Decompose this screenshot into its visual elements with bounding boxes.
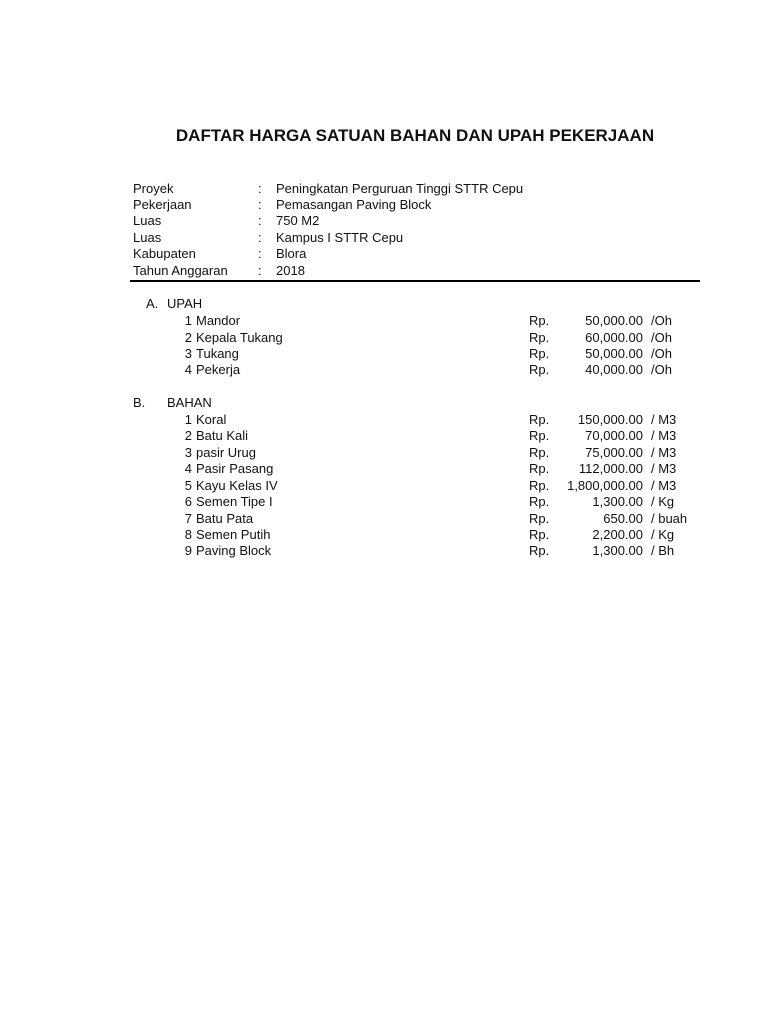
info-value-kabupaten: Blora (276, 246, 307, 261)
item-currency: Rp. (529, 543, 550, 558)
item-number: 2 (184, 428, 192, 443)
item-currency: Rp. (529, 511, 550, 526)
item-name: Semen Tipe I (196, 494, 273, 509)
item-number: 4 (184, 461, 192, 476)
item-unit: /Oh (651, 362, 672, 377)
item-currency: Rp. (529, 330, 550, 345)
item-unit: /Oh (651, 330, 672, 345)
item-number: 8 (184, 527, 192, 542)
info-label-luas: Luas (133, 213, 162, 228)
item-price: 150,000.00 (577, 412, 643, 427)
item-price: 112,000.00 (578, 461, 643, 476)
item-currency: Rp. (529, 527, 550, 542)
info-colon: : (258, 181, 262, 196)
item-currency: Rp. (529, 428, 550, 443)
item-name: Mandor (196, 313, 241, 328)
info-colon: : (258, 213, 262, 228)
info-colon: : (258, 230, 262, 245)
item-unit: / buah (651, 511, 688, 526)
item-currency: Rp. (529, 412, 550, 427)
item-number: 9 (184, 543, 192, 558)
item-price: 75,000.00 (585, 445, 643, 460)
item-name: Pekerja (196, 362, 241, 377)
item-name: Koral (196, 412, 227, 427)
item-currency: Rp. (529, 346, 550, 361)
item-currency: Rp. (529, 494, 550, 509)
item-price: 60,000.00 (585, 330, 643, 345)
item-unit: /Oh (651, 313, 672, 328)
info-label-proyek: Proyek (133, 181, 174, 196)
item-name: Kayu Kelas IV (196, 478, 278, 493)
item-price: 650.00 (603, 511, 643, 526)
item-price: 40,000.00 (585, 362, 643, 377)
item-price: 1,300.00 (592, 543, 643, 558)
item-number: 3 (184, 346, 192, 361)
item-name: Paving Block (196, 543, 272, 558)
info-colon: : (258, 246, 262, 261)
item-number: 1 (184, 313, 192, 328)
item-unit: / Bh (651, 543, 675, 558)
info-value-tahun: 2018 (276, 263, 305, 278)
item-currency: Rp. (529, 478, 550, 493)
info-label-lokasi: Luas (133, 230, 162, 245)
section-b-title: BAHAN (167, 395, 212, 410)
info-colon: : (258, 197, 262, 212)
item-currency: Rp. (529, 313, 550, 328)
item-name: pasir Urug (196, 445, 256, 460)
item-number: 2 (184, 330, 192, 345)
info-value-proyek: Peningkatan Perguruan Tinggi STTR Cepu (276, 181, 524, 196)
info-value-pekerjaan: Pemasangan Paving Block (276, 197, 432, 212)
item-price: 1,800,000.00 (567, 478, 643, 493)
item-name: Semen Putih (196, 527, 271, 542)
item-name: Batu Pata (196, 511, 254, 526)
header-divider (130, 280, 700, 282)
info-label-kabupaten: Kabupaten (133, 246, 196, 261)
info-colon: : (258, 263, 262, 278)
section-b-letter: B. (133, 395, 146, 410)
item-price: 70,000.00 (585, 428, 643, 443)
info-value-luas: 750 M2 (276, 213, 320, 228)
item-currency: Rp. (529, 362, 550, 377)
item-name: Tukang (196, 346, 239, 361)
info-value-lokasi: Kampus I STTR Cepu (276, 230, 404, 245)
item-currency: Rp. (529, 445, 550, 460)
section-a-letter: A. (146, 296, 159, 311)
item-unit: /Oh (651, 346, 672, 361)
section-a-title: UPAH (167, 296, 203, 311)
item-price: 50,000.00 (585, 346, 643, 361)
item-number: 7 (184, 511, 192, 526)
item-unit: / M3 (651, 445, 677, 460)
item-number: 1 (184, 412, 192, 427)
item-number: 5 (184, 478, 192, 493)
item-unit: / M3 (651, 461, 677, 476)
item-number: 3 (184, 445, 192, 460)
item-name: Batu Kali (196, 428, 249, 443)
item-unit: / Kg (651, 527, 675, 542)
info-label-pekerjaan: Pekerjaan (133, 197, 192, 212)
info-label-tahun: Tahun Anggaran (133, 263, 228, 278)
item-number: 6 (184, 494, 192, 509)
document-title: DAFTAR HARGA SATUAN BAHAN DAN UPAH PEKERJAAN (175, 126, 655, 145)
item-unit: / M3 (651, 428, 677, 443)
item-name: Kepala Tukang (196, 330, 283, 345)
item-price: 2,200.00 (592, 527, 643, 542)
item-name: Pasir Pasang (196, 461, 274, 476)
item-currency: Rp. (529, 461, 550, 476)
item-unit: / M3 (651, 412, 677, 427)
item-price: 50,000.00 (585, 313, 643, 328)
item-unit: / Kg (651, 494, 675, 509)
item-unit: / M3 (651, 478, 677, 493)
item-number: 4 (184, 362, 192, 377)
item-price: 1,300.00 (592, 494, 643, 509)
